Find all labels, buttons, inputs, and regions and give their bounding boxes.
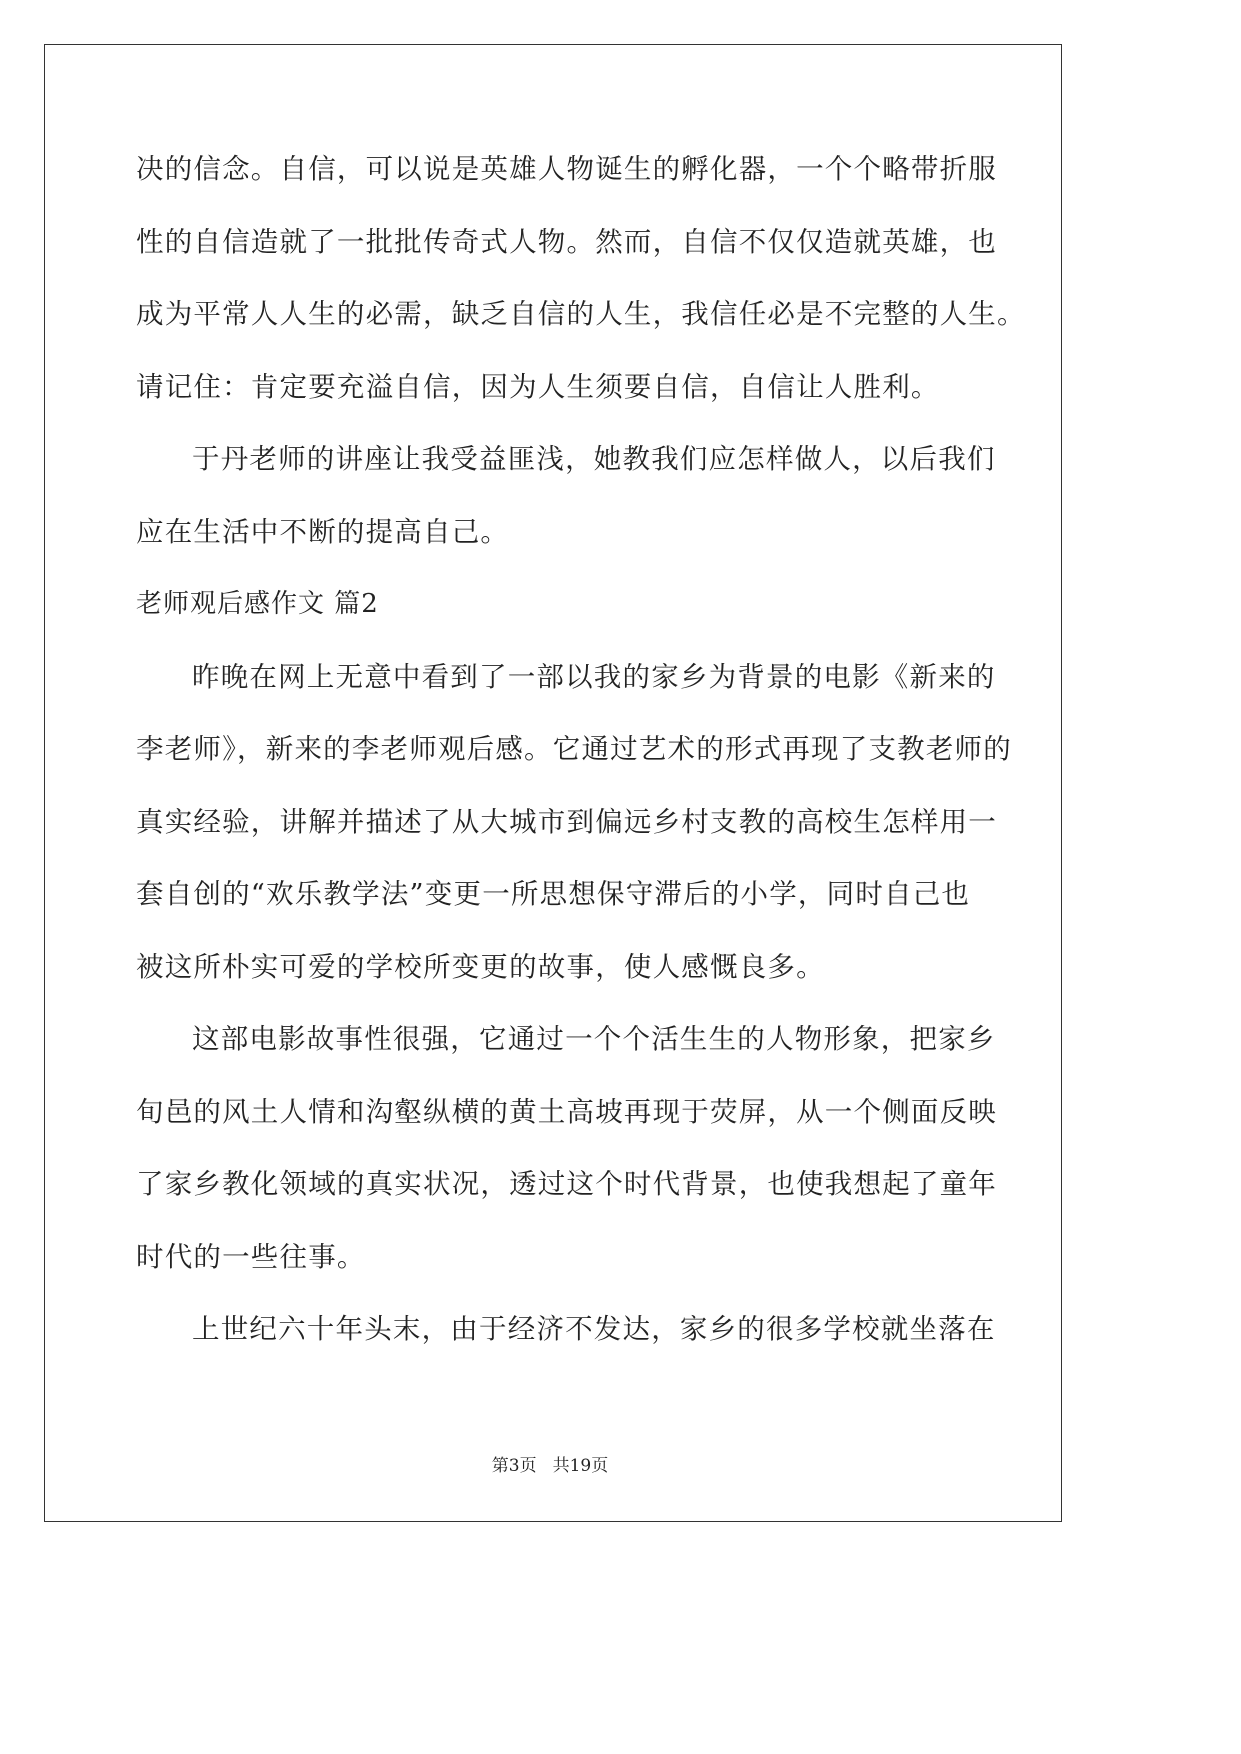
- paragraph-line: 时代的一些往事。: [136, 1240, 366, 1273]
- paragraph-line: 请记住：肯定要充溢自信，因为人生须要自信，自信让人胜利。: [136, 370, 940, 403]
- paragraph-line: 真实经验，讲解并描述了从大城市到偏远乡村支教的高校生怎样用一: [136, 805, 997, 838]
- page-number: 第3页: [491, 1456, 537, 1476]
- paragraph-line: 被这所朴实可爱的学校所变更的故事，使人感慨良多。: [136, 950, 825, 983]
- paragraph-line: 于丹老师的讲座让我受益匪浅，她教我们应怎样做人，以后我们: [192, 443, 996, 475]
- page-footer: [0, 1451, 1100, 1476]
- paragraph-line: 应在生活中不断的提高自己。: [136, 515, 510, 548]
- paragraph-line: 这部电影故事性很强，它通过一个个活生生的人物形象，把家乡: [192, 1023, 996, 1055]
- paragraph-line: 旬邑的风土人情和沟壑纵横的黄土高坡再现于荧屏，从一个侧面反映: [136, 1095, 997, 1128]
- paragraph-line: 上世纪六十年头末，由于经济不发达，家乡的很多学校就坐落在: [192, 1313, 996, 1345]
- paragraph-line: 性的自信造就了一批批传奇式人物。然而，自信不仅仅造就英雄，也: [136, 225, 997, 258]
- paragraph-line: 李老师》，新来的李老师观后感。它通过艺术的形式再现了支教老师的: [136, 733, 1012, 765]
- paragraph-line: 决的信念。自信，可以说是英雄人物诞生的孵化器，一个个略带折服: [136, 153, 997, 185]
- document-body: [136, 139, 1026, 1372]
- paragraph-line: 了家乡教化领域的真实状况，透过这个时代背景，也使我想起了童年: [136, 1168, 997, 1200]
- section-heading: 老师观后感作文 篇2: [136, 589, 379, 619]
- paragraph-line: 昨晚在网上无意中看到了一部以我的家乡为背景的电影《新来的: [192, 660, 996, 693]
- paragraph-line: 成为平常人人生的必需，缺乏自信的人生，我信任必是不完整的人生。: [136, 298, 1026, 330]
- paragraph-line: 套自创的“欢乐教学法”变更一所思想保守滞后的小学，同时自己也: [136, 878, 971, 910]
- page-total: 共19页: [552, 1456, 609, 1476]
